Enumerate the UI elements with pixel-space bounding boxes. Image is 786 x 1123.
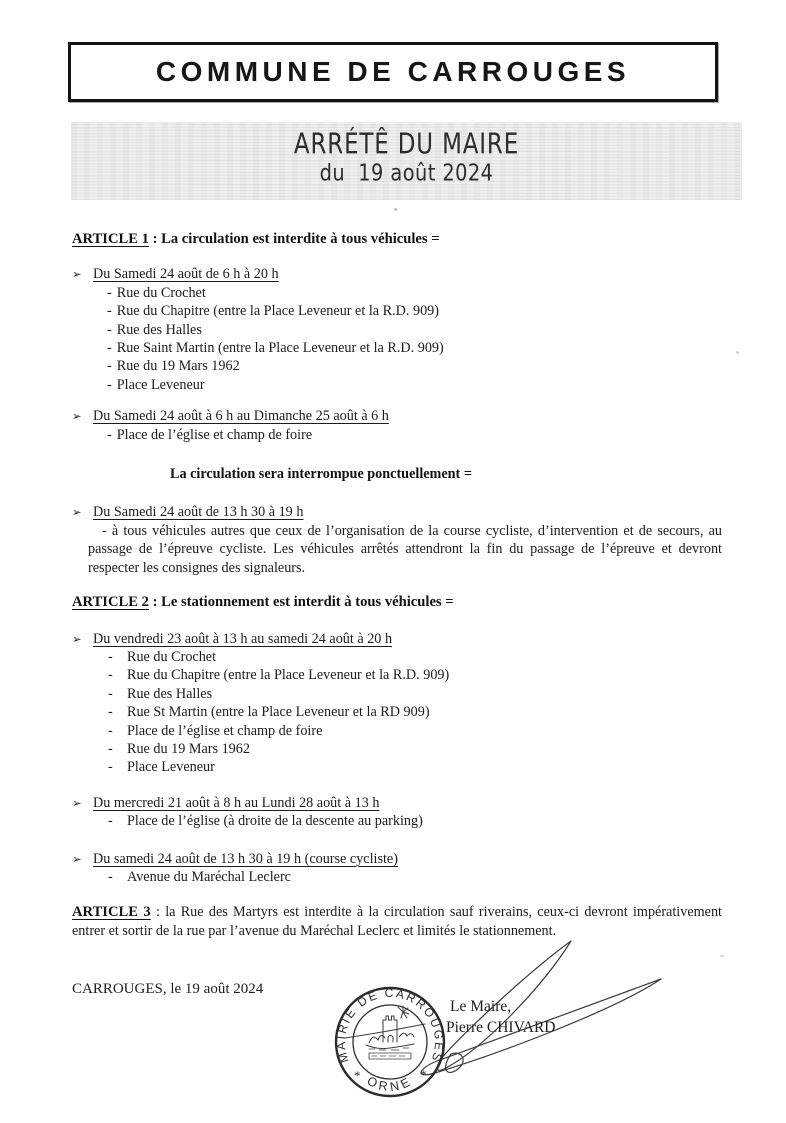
- place-and-date: CARROUGES, le 19 août 2024: [72, 981, 264, 997]
- list-item: [72, 666, 722, 684]
- arrow-bullet-icon: ➢: [72, 505, 82, 520]
- scan-speck: [736, 351, 739, 354]
- stamp-ring-text: MAIRIE DE CARROUGES: [333, 986, 447, 1065]
- commune-title: COMMUNE DE CARROUGES: [155, 56, 631, 87]
- decree-title-band: [71, 122, 742, 200]
- street-name: Avenue du Maréchal Leclerc: [127, 868, 291, 885]
- dash-marker: -: [108, 704, 113, 721]
- street-name: Rue des Halles: [116, 321, 202, 338]
- list-item: [72, 648, 722, 666]
- paragraph-text: à tous véhicules autres que ceux de l’organisation de la course cycliste, d’intervention et de secours, au passage de l’épreuve cycliste. Les véhicules arrêtés attendront la fin du passage de l’épreuve et devront respecter les consignes des signaleurs.: [88, 522, 722, 576]
- dash-marker: -: [102, 522, 107, 539]
- article1-heading: [72, 230, 722, 248]
- dash-marker: -: [108, 685, 113, 702]
- street-name: Rue du 19 Mars 1962: [116, 358, 240, 375]
- bullet-period-title: Du mercredi 21 août à 8 h au Lundi 28 août à 13 h: [93, 794, 380, 811]
- dash-marker: -: [108, 868, 113, 885]
- article2-heading-text: : Le stationnement est interdit à tous véhicules =: [152, 594, 454, 611]
- decree-date: du 19 août 2024: [319, 160, 494, 187]
- street-list: [72, 284, 722, 394]
- scan-speck: [394, 208, 397, 211]
- article3-label: ARTICLE 3: [72, 904, 151, 921]
- street-name: Rue St Martin (entre la Place Leveneur et la RD 909): [127, 704, 430, 721]
- bullet-period-title: Du Samedi 24 août de 13 h 30 à 19 h: [93, 504, 304, 521]
- list-item: [72, 426, 722, 444]
- article1-bullet1: [72, 265, 722, 394]
- street-name: Rue Saint Martin (entre la Place Leveneur et la R.D. 909): [116, 340, 444, 357]
- signatory-title: Le Maire,: [450, 998, 512, 1015]
- dash-marker: -: [107, 303, 112, 320]
- article2-heading: [72, 593, 722, 611]
- list-item: [72, 740, 722, 758]
- commune-title-box: [68, 42, 718, 102]
- arrow-bullet-icon: ➢: [72, 267, 82, 282]
- dash-marker: -: [108, 759, 113, 776]
- bullet-paragraph: [72, 522, 722, 577]
- street-name: Place de l’église et champ de foire: [116, 426, 313, 443]
- list-item: [72, 758, 722, 776]
- article3-text: : la Rue des Martyrs est interdite à la circulation sauf riverains, ceux-ci devront impérativement entrer et sortir de la rue par l’avenue du Maréchal Leclerc et limités le stationnement.: [72, 904, 722, 939]
- list-item: [72, 685, 722, 703]
- bullet-period-title: Du Samedi 24 août à 6 h au Dimanche 25 août à 6 h: [93, 408, 389, 425]
- street-name: Rue du Chapitre (entre la Place Leveneur et la R.D. 909): [127, 667, 450, 684]
- interlude-statement: La circulation sera interrompue ponctuellement =: [170, 466, 472, 483]
- article1-bullet3: [72, 503, 722, 577]
- article3-paragraph: [72, 903, 722, 940]
- bullet-period-title: Du vendredi 23 août à 13 h au samedi 24 août à 20 h: [93, 630, 393, 647]
- dash-marker: -: [108, 740, 113, 757]
- list-item: [72, 339, 722, 357]
- dash-marker: -: [108, 722, 113, 739]
- street-list: [72, 426, 722, 444]
- street-name: Place Leveneur: [116, 376, 205, 393]
- stamp-star-right: *: [420, 1067, 427, 1082]
- street-name: Rue du 19 Mars 1962: [127, 740, 250, 757]
- article2-bullet3: [72, 850, 722, 887]
- article2-bullet2: [72, 794, 722, 831]
- svg-text:ORNE: [365, 1074, 415, 1094]
- street-name: Place de l’église (à droite de la descente au parking): [127, 813, 423, 830]
- list-item: [72, 376, 722, 394]
- decree-body: [72, 230, 722, 940]
- dash-marker: -: [107, 426, 112, 443]
- municipal-stamp: [333, 985, 447, 1099]
- scan-speck: [720, 955, 724, 957]
- list-item: [72, 284, 722, 302]
- stamp-bottom-text: ORNE: [364, 1073, 416, 1095]
- list-item: [72, 302, 722, 320]
- street-name: Rue du Chapitre (entre la Place Leveneur et la R.D. 909): [116, 303, 439, 320]
- dash-marker: -: [108, 667, 113, 684]
- list-item: [72, 812, 722, 830]
- list-item: [72, 722, 722, 740]
- bullet-period-title: Du Samedi 24 août de 6 h à 20 h: [93, 266, 279, 283]
- article1-bullet2: [72, 407, 722, 444]
- street-list: [72, 812, 722, 830]
- signatory-name: Pierre CHIVARD: [446, 1019, 556, 1036]
- arrow-bullet-icon: ➢: [72, 409, 82, 424]
- article1-heading-text: : La circulation est interdite à tous véhicules =: [152, 231, 440, 247]
- list-item: [72, 703, 722, 721]
- street-name: Rue du Crochet: [127, 648, 217, 665]
- dash-marker: -: [107, 358, 112, 375]
- arrow-bullet-icon: ➢: [72, 631, 82, 646]
- street-name: Rue du Crochet: [116, 284, 206, 301]
- dash-marker: -: [107, 284, 112, 301]
- coat-of-arms: [366, 1006, 414, 1059]
- stamp-star-left: *: [354, 1068, 361, 1083]
- dash-marker: -: [107, 340, 112, 357]
- article2-label: ARTICLE 2: [72, 594, 149, 611]
- list-item: [72, 357, 722, 375]
- street-name: Place Leveneur: [127, 759, 215, 776]
- list-item: [72, 868, 722, 886]
- bullet-period-title: Du samedi 24 août de 13 h 30 à 19 h (course cycliste): [93, 850, 398, 867]
- dash-marker: -: [107, 376, 112, 393]
- arrow-bullet-icon: ➢: [72, 851, 82, 866]
- decree-title: ARRÉTÊ DU MAIRE: [293, 128, 520, 161]
- dash-marker: -: [108, 648, 113, 665]
- article1-label: ARTICLE 1: [72, 231, 149, 247]
- street-list: [72, 868, 722, 886]
- street-name: Rue des Halles: [127, 685, 213, 702]
- article2-bullet1: [72, 630, 722, 777]
- street-name: Place de l’église et champ de foire: [127, 722, 323, 739]
- dash-marker: -: [108, 813, 113, 830]
- dash-marker: -: [107, 321, 112, 338]
- list-item: [72, 321, 722, 339]
- street-list: [72, 648, 722, 777]
- arrow-bullet-icon: ➢: [72, 795, 82, 810]
